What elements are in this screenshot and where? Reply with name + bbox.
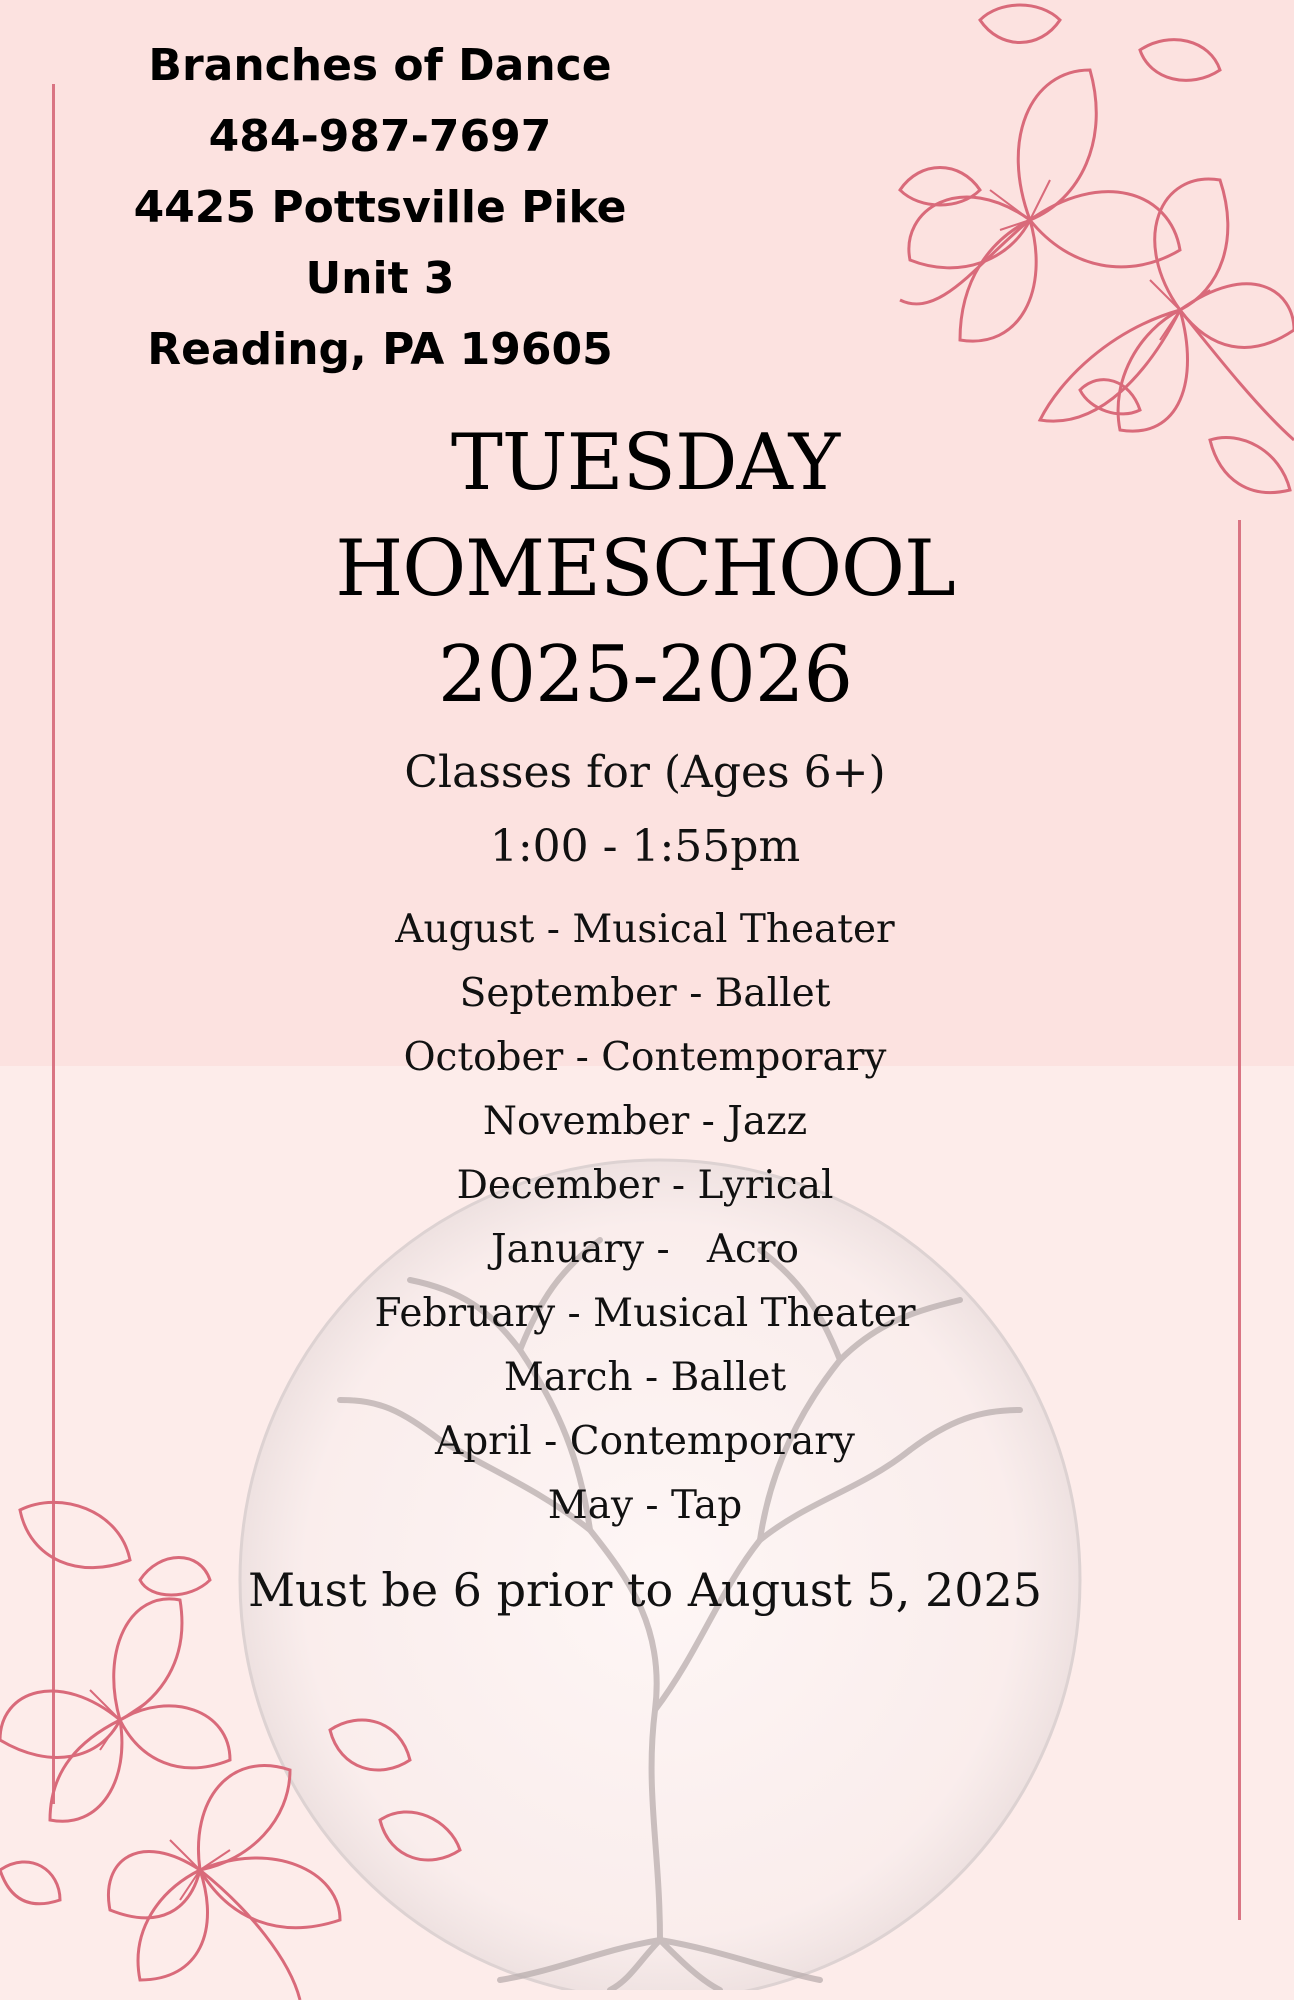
schedule-item: March - Ballet <box>503 1355 787 1400</box>
business-name: Branches of Dance <box>148 40 612 91</box>
schedule-item: April - Contemporary <box>435 1419 855 1464</box>
schedule-item: November - Jazz <box>482 1099 808 1144</box>
contact-block <box>110 30 650 385</box>
page-title <box>240 410 1050 728</box>
age-requirement-note: Must be 6 prior to August 5, 2025 <box>247 1563 1043 1617</box>
time-text: 1:00 - 1:55pm <box>489 821 801 872</box>
schedule-item: February - Musical Theater <box>374 1291 916 1336</box>
right-border-line <box>1238 520 1241 1920</box>
title-line-day: TUESDAY <box>450 418 840 508</box>
unit-number: Unit 3 <box>305 253 455 304</box>
schedule-item: August - Musical Theater <box>395 907 895 952</box>
phone-number: 484-987-7697 <box>208 111 552 162</box>
schedule-item: September - Ballet <box>459 971 831 1016</box>
title-line-program: HOMESCHOOL <box>335 524 955 614</box>
street-address: 4425 Pottsville Pike <box>133 182 627 233</box>
class-details <box>240 736 1050 884</box>
city-state-zip: Reading, PA 19605 <box>147 324 613 375</box>
title-line-year: 2025-2026 <box>437 630 853 720</box>
monthly-schedule <box>240 898 1050 1538</box>
schedule-item: May - Tap <box>547 1483 743 1528</box>
schedule-item: January - Acro <box>491 1227 799 1272</box>
schedule-item: October - Contemporary <box>403 1035 887 1080</box>
ages-text: Classes for (Ages 6+) <box>404 747 886 798</box>
schedule-item: December - Lyrical <box>456 1163 834 1208</box>
